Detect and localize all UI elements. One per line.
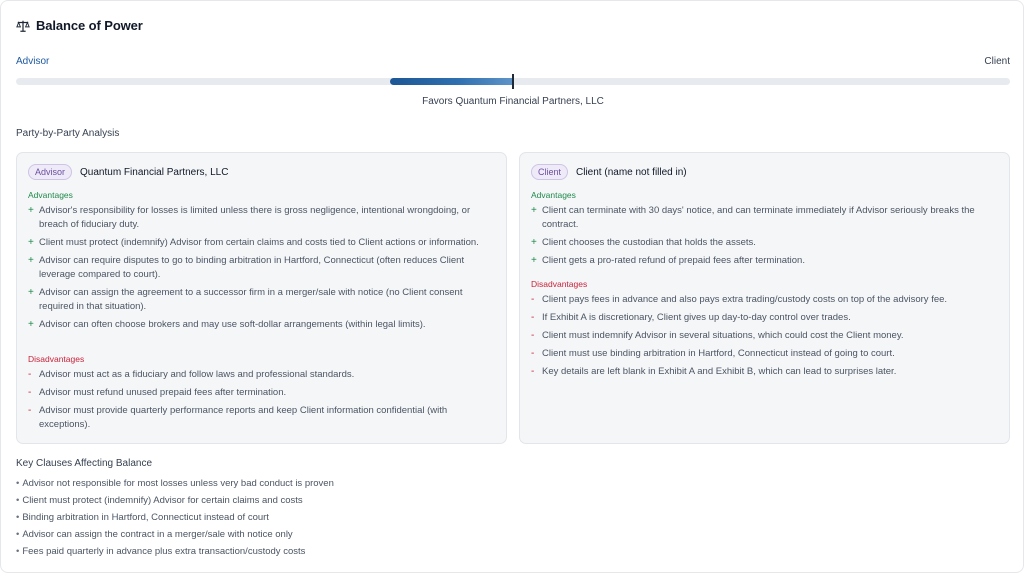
- balance-fill: [390, 78, 513, 85]
- minus-icon: -: [28, 387, 32, 398]
- panel-title: Balance of Power: [36, 18, 143, 33]
- bullet-icon: •: [16, 512, 20, 523]
- client-disadvantage-item: - Client must use binding arbitration in Hartford, Connecticut instead of going to court.: [531, 348, 895, 359]
- key-clauses-list: [16, 477, 334, 562]
- client-advantages-label: Advantages: [531, 190, 576, 200]
- client-advantages: [531, 190, 997, 272]
- plus-icon: +: [28, 205, 34, 216]
- advisor-tag: Advisor: [28, 164, 72, 180]
- client-disadvantage-item: - Client must indemnify Advisor in several situations, which could cost the Client money.: [531, 330, 904, 341]
- client-disadvantage-item: - Key details are left blank in Exhibit A and Exhibit B, which can lead to surprises later.: [531, 366, 897, 377]
- client-name: Client (name not filled in): [576, 166, 687, 178]
- scale-icon: [16, 19, 30, 33]
- advisor-card-header: [28, 164, 228, 180]
- plus-icon: +: [28, 319, 34, 330]
- client-card: [519, 152, 1010, 444]
- plus-icon: +: [28, 255, 34, 266]
- advisor-name: Quantum Financial Partners, LLC: [80, 166, 229, 178]
- advisor-disadvantages: [28, 354, 494, 436]
- client-disadvantages: [531, 279, 997, 383]
- bullet-icon: •: [16, 529, 20, 540]
- advisor-advantage-item: + Advisor can assign the agreement to a successor firm in a merger/sale with notice (no Client consent required in that situation).: [28, 287, 463, 312]
- balance-midpoint-marker: [512, 74, 514, 89]
- plus-icon: +: [531, 205, 537, 216]
- key-clause-item: • Binding arbitration in Hartford, Connecticut instead of court: [16, 512, 269, 523]
- balance-caption: Favors Quantum Financial Partners, LLC: [422, 96, 604, 107]
- minus-icon: -: [531, 312, 535, 323]
- scale-left-label: Advisor: [16, 56, 50, 67]
- key-clause-item: • Advisor not responsible for most losses unless very bad conduct is proven: [16, 478, 334, 489]
- plus-icon: +: [531, 237, 537, 248]
- client-disadvantages-label: Disadvantages: [531, 279, 588, 289]
- key-clause-item: • Advisor can assign the contract in a merger/sale with notice only: [16, 529, 293, 540]
- minus-icon: -: [28, 405, 32, 416]
- key-clause-item: • Fees paid quarterly in advance plus extra transaction/custody costs: [16, 546, 306, 557]
- plus-icon: +: [28, 237, 34, 248]
- advisor-advantage-item: + Client must protect (indemnify) Advisor from certain claims and costs tied to Client actions or information.: [28, 237, 479, 248]
- minus-icon: -: [531, 294, 535, 305]
- minus-icon: -: [531, 366, 535, 377]
- advisor-disadvantage-item: - Advisor must act as a fiduciary and follow laws and professional standards.: [28, 369, 355, 380]
- advisor-disadvantages-label: Disadvantages: [28, 354, 85, 364]
- advisor-card: [16, 152, 507, 444]
- client-card-header: [531, 164, 687, 180]
- advisor-advantage-item: + Advisor can often choose brokers and may use soft-dollar arrangements (within legal limits).: [28, 319, 426, 330]
- bullet-icon: •: [16, 478, 20, 489]
- balance-track: [16, 78, 1010, 85]
- minus-icon: -: [531, 348, 535, 359]
- advisor-disadvantage-item: - Advisor must refund unused prepaid fees after termination.: [28, 387, 287, 398]
- analysis-heading: Party-by-Party Analysis: [16, 128, 120, 139]
- client-tag: Client: [531, 164, 568, 180]
- advisor-advantages: [28, 190, 494, 336]
- client-advantage-item: + Client chooses the custodian that holds the assets.: [531, 237, 756, 248]
- minus-icon: -: [28, 369, 32, 380]
- client-disadvantage-item: - If Exhibit A is discretionary, Client gives up day-to-day control over trades.: [531, 312, 851, 323]
- advisor-advantages-label: Advantages: [28, 190, 73, 200]
- key-clauses-heading: Key Clauses Affecting Balance: [16, 458, 153, 469]
- client-disadvantage-item: - Client pays fees in advance and also pays extra trading/custody costs on top of the advisory fee.: [531, 294, 948, 305]
- plus-icon: +: [28, 287, 34, 298]
- bullet-icon: •: [16, 546, 20, 557]
- plus-icon: +: [531, 255, 537, 266]
- panel-header: [16, 18, 143, 33]
- advisor-advantage-item: + Advisor's responsibility for losses is limited unless there is gross negligence, intentional wrongdoing, or breach of fiduciary duty.: [28, 205, 471, 230]
- advisor-disadvantage-item: - Advisor must provide quarterly performance reports and keep Client information confidential (with exceptions).: [28, 405, 448, 430]
- client-advantage-item: + Client can terminate with 30 days' notice, and can terminate immediately if Advisor seriously breaks the contract.: [531, 205, 975, 230]
- client-advantage-item: + Client gets a pro-rated refund of prepaid fees after termination.: [531, 255, 805, 266]
- scale-right-label: Client: [984, 56, 1010, 67]
- key-clause-item: • Client must protect (indemnify) Advisor for certain claims and costs: [16, 495, 303, 506]
- bullet-icon: •: [16, 495, 20, 506]
- advisor-advantage-item: + Advisor can require disputes to go to binding arbitration in Hartford, Connecticut (often reduces Client leverage compared to court).: [28, 255, 465, 280]
- minus-icon: -: [531, 330, 535, 341]
